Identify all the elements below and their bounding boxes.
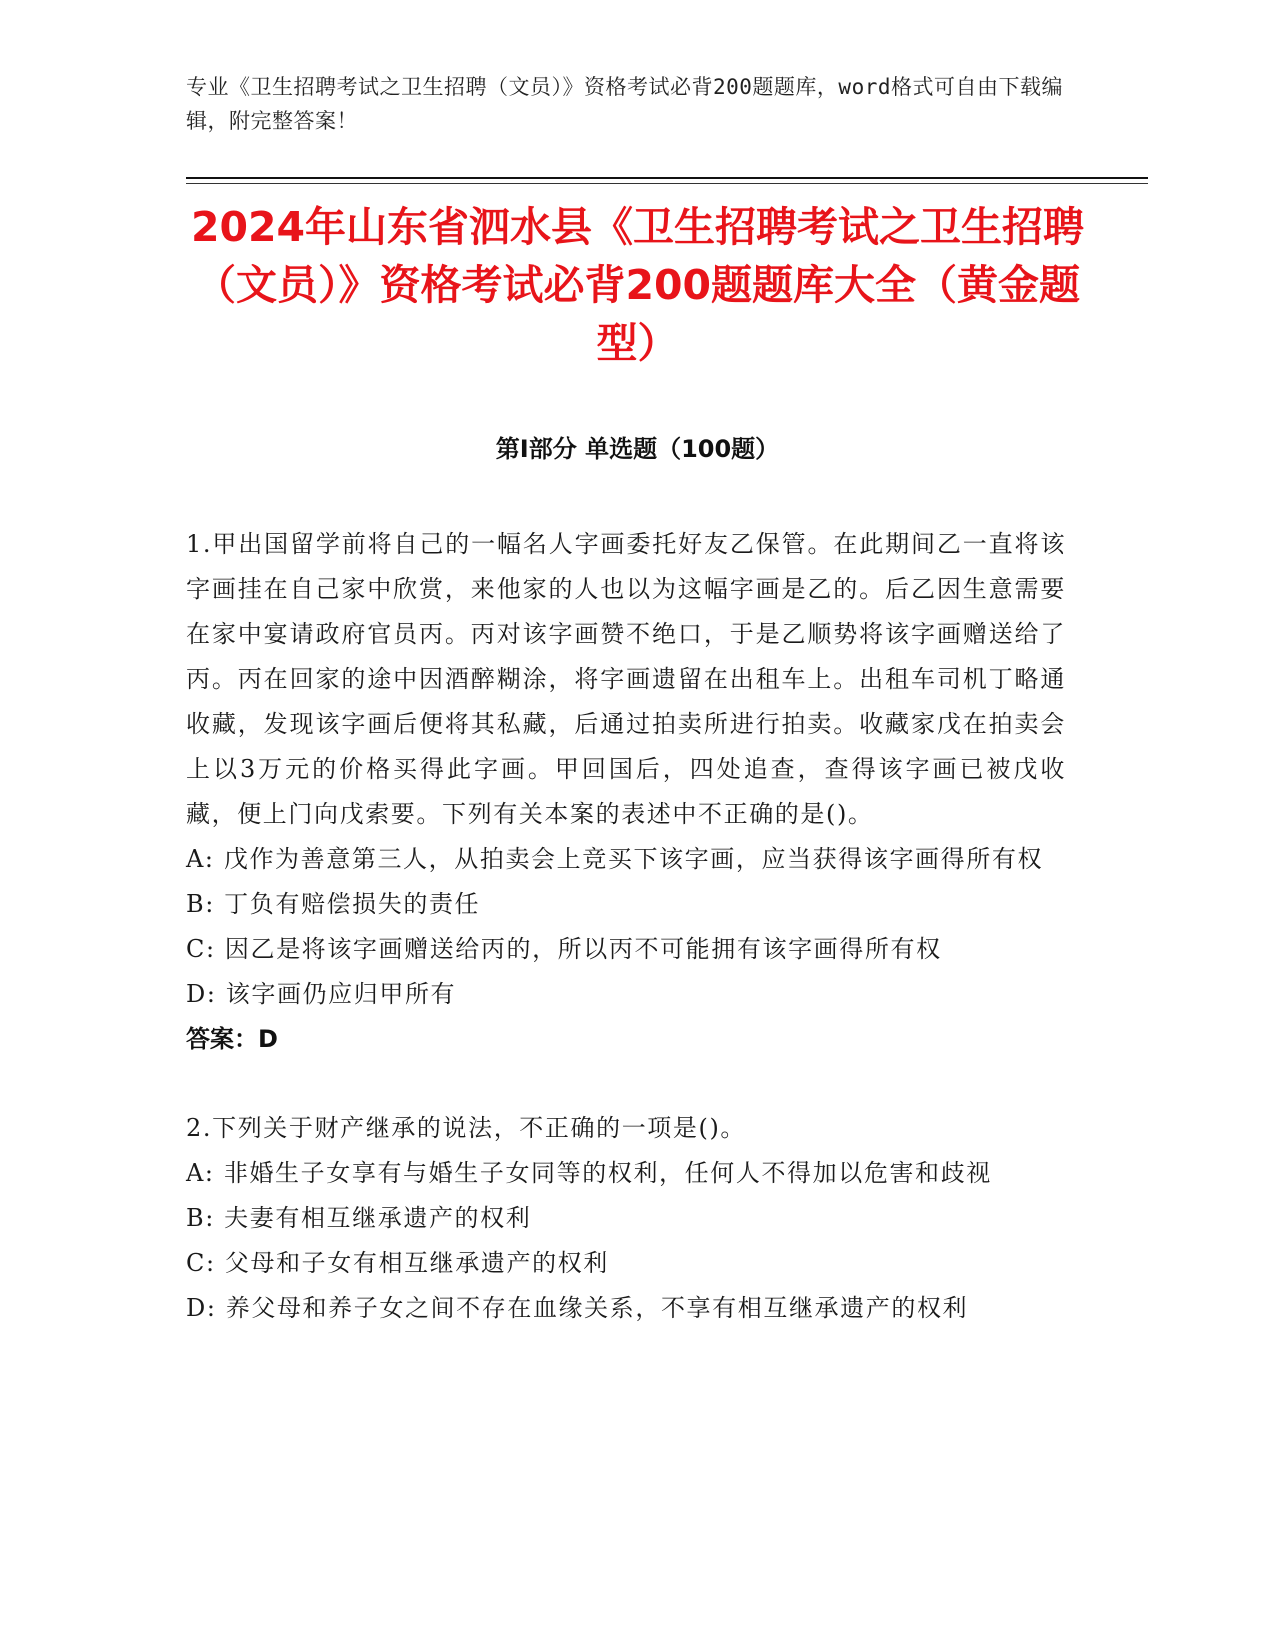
option-a: A: 戊作为善意第三人，从拍卖会上竞买下该字画，应当获得该字画得所有权 [186,845,1044,873]
option-d: D: 养父母和养子女之间不存在血缘关系，不享有相互继承遗产的权利 [186,1294,969,1322]
header-rule-thick [186,177,1148,179]
question-list [186,522,1066,1375]
option-b: B: 夫妻有相互继承遗产的权利 [186,1204,532,1232]
document-title: 2024年山东省泗水县《卫生招聘考试之卫生招聘（文员）》资格考试必背200题题库大全（黄金题型） [190,203,1085,367]
question-stem: 2.下列关于财产继承的说法，不正确的一项是()。 [186,1114,747,1142]
option-c: C: 因乙是将该字画赠送给丙的，所以丙不可能拥有该字画得所有权 [186,935,942,963]
answer: 答案：D [186,1025,278,1053]
question-stem: 1.甲出国留学前将自己的一幅名人字画委托好友乙保管。在此期间乙一直将该字画挂在自己家中欣赏，来他家的人也以为这幅字画是乙的。后乙因生意需要在家中宴请政府官员丙。丙对该字画赞不绝口，于是乙顺势将该字画赠送给了丙。丙在回家的途中因酒醉糊涂，将字画遗留在出租车上。出租车司机丁略通收藏，发现该字画后便将其私藏，后通过拍卖所进行拍卖。收藏家戊在拍卖会上以3万元的价格买得此字画。甲回国后，四处追查，查得该字画已被戊收藏，便上门向戊索要。下列有关本案的表述中不正确的是()。 [186,530,1066,828]
question-2 [186,1106,1066,1331]
header-note: 专业《卫生招聘考试之卫生招聘（文员）》资格考试必背200题题库，word格式可自由下载编辑，附完整答案！ [186,75,1063,133]
option-c: C: 父母和子女有相互继承遗产的权利 [186,1249,609,1277]
section-heading: 第Ⅰ部分 单选题（100题） [495,435,780,463]
option-d: D: 该字画仍应归甲所有 [186,980,457,1008]
option-b: B: 丁负有赔偿损失的责任 [186,890,481,918]
question-1 [186,522,1066,1062]
header-rule-thin [186,183,1148,184]
option-a: A: 非婚生子女享有与婚生子女同等的权利，任何人不得加以危害和歧视 [186,1159,992,1187]
